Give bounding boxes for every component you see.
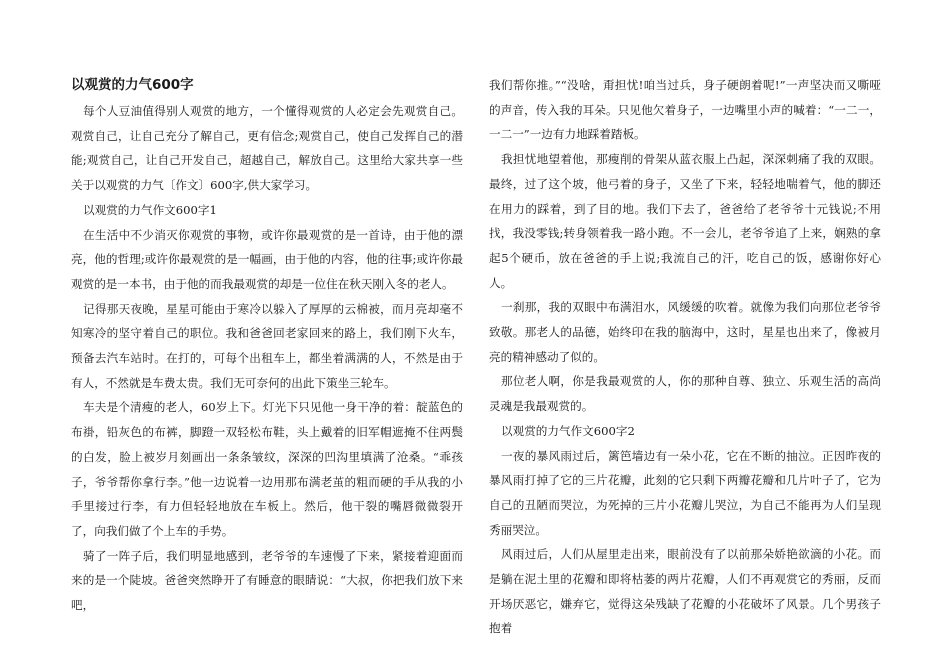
paragraph: 车夫是个清瘦的老人，60岁上下。灯光下只见他一身干净的着：靛蓝色的布褂，铅灰色的布裤，脚蹬一双轻松布鞋，头上戴着的旧军帽遮掩不住两鬓的白发，脸上被岁月刻画出一条条皱纹，深深的凹沟里填满了沧桑。“乖孩子，爷爷帮你拿行李。”他一边说着一边用那布满老茧的粗而硬的手从我的小手里接过行李，有力但轻轻地放在车板上。然后，他干裂的嘴唇微微裂开了，向我们做了个上车的手势。: [71, 400, 463, 538]
right-column: [489, 73, 881, 641]
paragraph: 骑了一阵子后，我们明显地感到，老爷爷的车速慢了下来，紧接着迎面而来的是一个陡坡。爸爸突然睁开了有睡意的眼睛说：“大叔，你把我们放下来吧，: [71, 548, 463, 613]
left-column: [71, 73, 463, 618]
paragraph: 记得那天夜晚，星星可能由于寒冷以躲入了厚厚的云棉被，而月亮却毫不知寒冷的坚守着自己的职位。我和爸爸回老家回来的路上，我们刚下火车，预备去汽车站时。在打的，可每个出租车上，都坐着满满的人，不然是由于有人，不然就是车费太贵。我们无可奈何的出此下策坐三轮车。: [71, 301, 463, 390]
essay-2-heading: 以观赏的力气作文600字2: [501, 423, 635, 438]
intro-paragraph: 每个人豆油值得别人观赏的地方，一个懂得观赏的人必定会先观赏自己。观赏自己，让自己充分了解自己，更有信念;观赏自己，使自己发挥自己的潜能;观赏自己，让自己开发自己，超越自己，解放自己。这里给大家共享一些关于以观赏的力气〔作文〕600字,供大家学习。: [71, 104, 463, 193]
paragraph-continued: 我们帮你推。”“没啥，甭担忧!咱当过兵，身子硬朗着呢!”一声坚决而又嘶哑的声音，传入我的耳朵。只见他欠着身子，一边嘴里小声的喊着：“一二一，一二一”一边有力地踩着踏板。: [489, 78, 881, 142]
document-title: 以观赏的力气600字: [71, 77, 194, 93]
paragraph: 我担忧地望着他，那瘦削的骨架从蓝衣服上凸起，深深刺痛了我的双眼。最终，过了这个坡，他弓着的身子，又坐了下来，轻轻地喘着气，他的脚还在用力的踩着，到了目的地。我们下去了，爸爸给了老爷爷十元钱说;不用找，我没零钱;转身领着我一路小跑。不一会儿，老爷爷追了上来，娴熟的拿起5个硬币，放在爸爸的手上说;我流自己的汗，吃自己的饭，感谢你好心人。: [489, 152, 881, 290]
essay-1-heading: 以观赏的力气作文600字1: [83, 202, 217, 217]
paragraph: 一夜的暴风雨过后，篱笆墙边有一朵小花，它在不断的抽泣。正因昨夜的暴风雨打掉了它的三片花瓣，此刻的它只剩下两瓣花瓣和几片叶子了，它为自己的丑陋而哭泣，为死掉的三片小花瓣儿哭泣，为自己不能再为人们呈现秀丽哭泣。: [489, 448, 881, 537]
paragraph: 一刹那，我的双眼中布满泪水，风缓缓的吹着。就像为我们向那位老爷爷致敬。那老人的品德，始终印在我的脑海中，这时，星星也出来了，像被月亮的精神感动了似的。: [489, 300, 881, 364]
paragraph: 那位老人啊，你是我最观赏的人，你的那种自尊、独立、乐观生活的高尚灵魂是我最观赏的。: [489, 374, 881, 414]
paragraph: 在生活中不少消灭你观赏的事物，或许你最观赏的是一首诗，由于他的漂亮，他的哲理;或许你最观赏的是一幅画，由于他的内容，他的往事;或许你最观赏的是一本书，由于他的而我最观赏的却是一位住在秋天刚入冬的老人。: [71, 227, 463, 291]
paragraph: 风雨过后，人们从屋里走出来，眼前没有了以前那朵娇艳欲滴的小花。而是躺在泥土里的花瓣和即将枯萎的两片花瓣，人们不再观赏它的秀丽，反而开场厌恶它，嫌弃它，觉得这朵残缺了花瓣的小花破坏了风景。几个男孩子抱着: [489, 547, 881, 636]
